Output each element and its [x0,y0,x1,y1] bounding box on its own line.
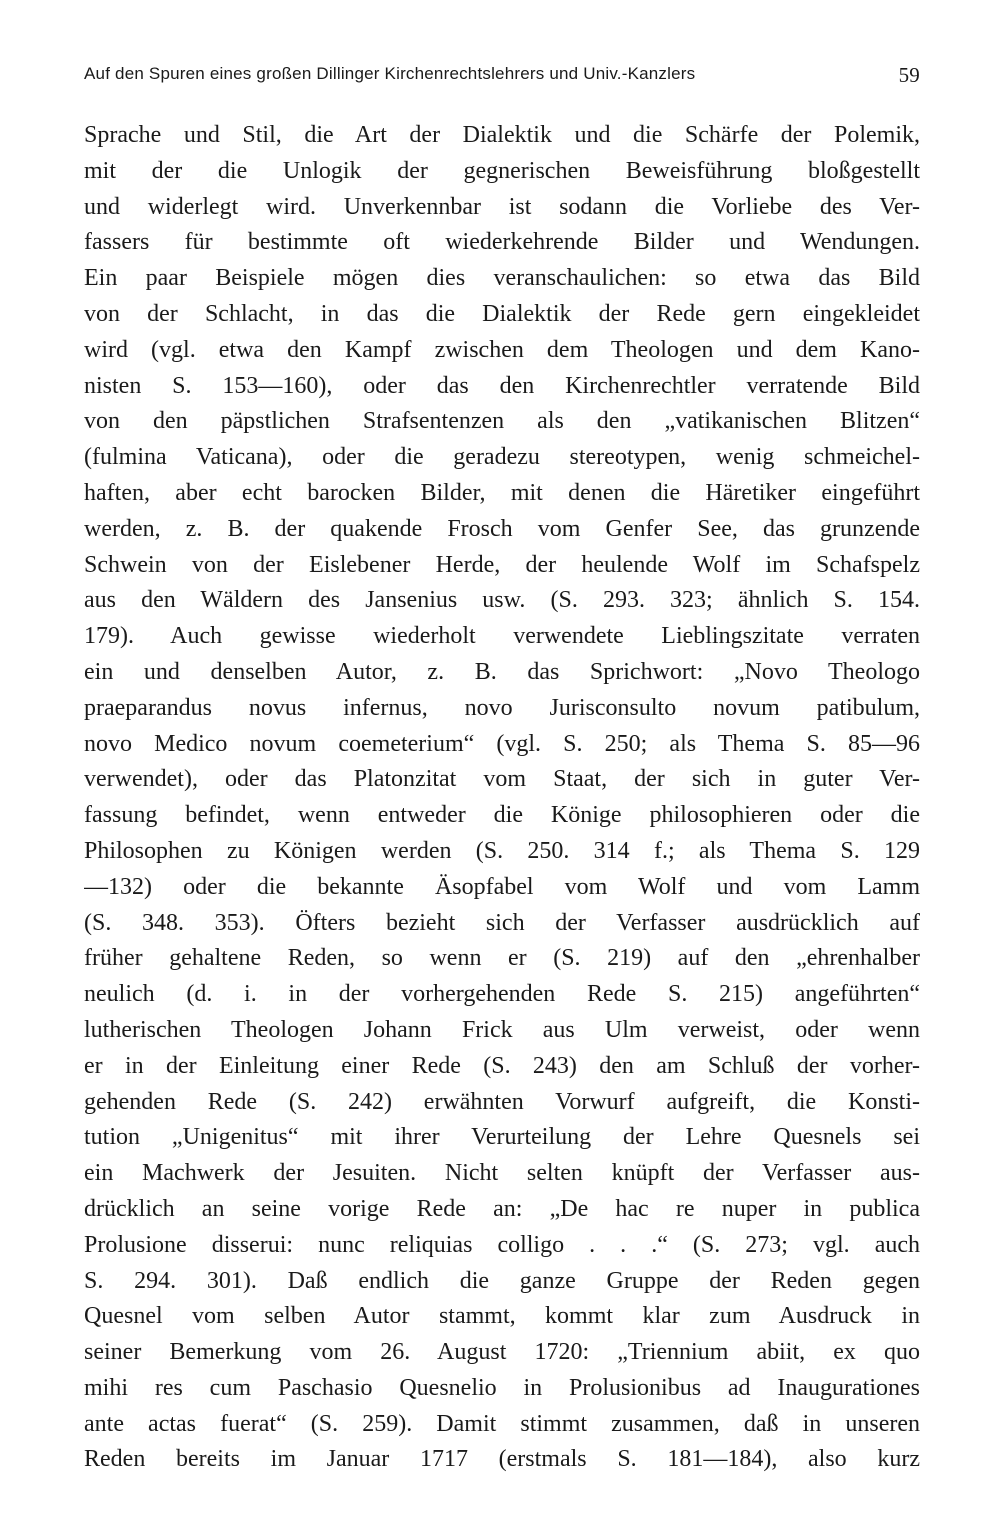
text-line: S. 294. 301). Daß endlich die ganze Gruppe der Reden gegen [84,1267,920,1294]
text-line: verwendet), oder das Platonzitat vom Staat, der sich in guter Ver- [84,766,920,793]
text-line: fassung befindet, wenn entweder die Könige philosophieren oder die [84,802,920,829]
text-line: drücklich an seine vorige Rede an: „De hac re nuper in publica [84,1195,920,1222]
text-line: lutherischen Theologen Johann Frick aus Ulm verweist, oder wenn [84,1016,920,1043]
text-line: und widerlegt wird. Unverkennbar ist sodann die Vorliebe des Ver- [84,193,920,220]
text-line: neulich (d. i. in der vorhergehenden Rede S. 215) angeführten“ [84,981,920,1008]
text-line: Schwein von der Eislebener Herde, der heulende Wolf im Schafspelz [84,551,920,578]
text-line: Sprache und Stil, die Art der Dialektik und die Schärfe der Polemik, [84,122,920,148]
text-line: gehenden Rede (S. 242) erwähnten Vorwurf aufgreift, die Konsti- [84,1088,920,1115]
text-line: tution „Unigenitus“ mit ihrer Verurteilung der Lehre Quesnels sei [84,1124,920,1151]
text-line: haften, aber echt barocken Bilder, mit denen die Häretiker eingeführt [84,479,920,506]
text-line: (S. 348. 353). Öfters bezieht sich der Verfasser ausdrücklich auf [84,909,920,936]
text-line: er in der Einleitung einer Rede (S. 243) den am Schluß der vorher- [84,1052,920,1079]
text-line: novo Medico novum coemeterium“ (vgl. S. 250; als Thema S. 85—96 [84,730,920,757]
text-line: praeparandus novus infernus, novo Jurisconsulto novum patibulum, [84,694,920,721]
text-line: Ein paar Beispiele mögen dies veranschaulichen: so etwa das Bild [84,265,920,292]
text-line: früher gehaltene Reden, so wenn er (S. 219) auf den „ehrenhalber [84,945,920,972]
body-text [84,118,920,1478]
text-line: ante actas fuerat“ (S. 259). Damit stimmt zusammen, daß in unseren [84,1410,920,1437]
running-head [84,64,920,92]
text-line: ein und denselben Autor, z. B. das Sprichwort: „Novo Theologo [84,658,920,685]
text-line: Prolusione disserui: nunc reliquias colligo . . .“ (S. 273; vgl. auch [84,1231,920,1258]
text-line: Philosophen zu Königen werden (S. 250. 314 f.; als Thema S. 129 [84,837,920,864]
text-line: —132) oder die bekannte Äsopfabel vom Wolf und vom Lamm [84,873,920,900]
text-line: von der Schlacht, in das die Dialektik der Rede gern eingekleidet [84,300,920,327]
page-number: 59 [898,63,920,87]
text-line: Quesnel vom selben Autor stammt, kommt klar zum Ausdruck in [84,1303,920,1330]
text-line: seiner Bemerkung vom 26. August 1720: „Triennium abiit, ex quo [84,1339,920,1366]
text-line: 179). Auch gewisse wiederholt verwendete Lieblingszitate verraten [84,623,920,650]
text-line: nisten S. 153—160), oder das den Kirchenrechtler verratende Bild [84,372,920,399]
text-line: Reden bereits im Januar 1717 (erstmals S. 181—184), also kurz [84,1446,920,1473]
text-line: mihi res cum Paschasio Quesnelio in Prolusionibus ad Inaugurationes [84,1374,920,1401]
text-line: werden, z. B. der quakende Frosch vom Genfer See, das grunzende [84,515,920,542]
text-line: aus den Wäldern des Jansenius usw. (S. 293. 323; ähnlich S. 154. [84,587,920,614]
text-line: wird (vgl. etwa den Kampf zwischen dem Theologen und dem Kano- [84,336,920,363]
text-line: (fulmina Vaticana), oder die geradezu stereotypen, wenig schmeichel- [84,444,920,471]
text-line: fassers für bestimmte oft wiederkehrende Bilder und Wendungen. [84,229,920,256]
text-line: ein Machwerk der Jesuiten. Nicht selten knüpft der Verfasser aus- [84,1160,920,1187]
text-line: von den päpstlichen Strafsentenzen als den „vatikanischen Blitzen“ [84,408,920,435]
running-title: Auf den Spuren eines großen Dillinger Kirchenrechtslehrers und Univ.-Kanzlers [84,64,696,83]
text-line: mit der die Unlogik der gegnerischen Beweisführung bloßgestellt [84,157,920,184]
